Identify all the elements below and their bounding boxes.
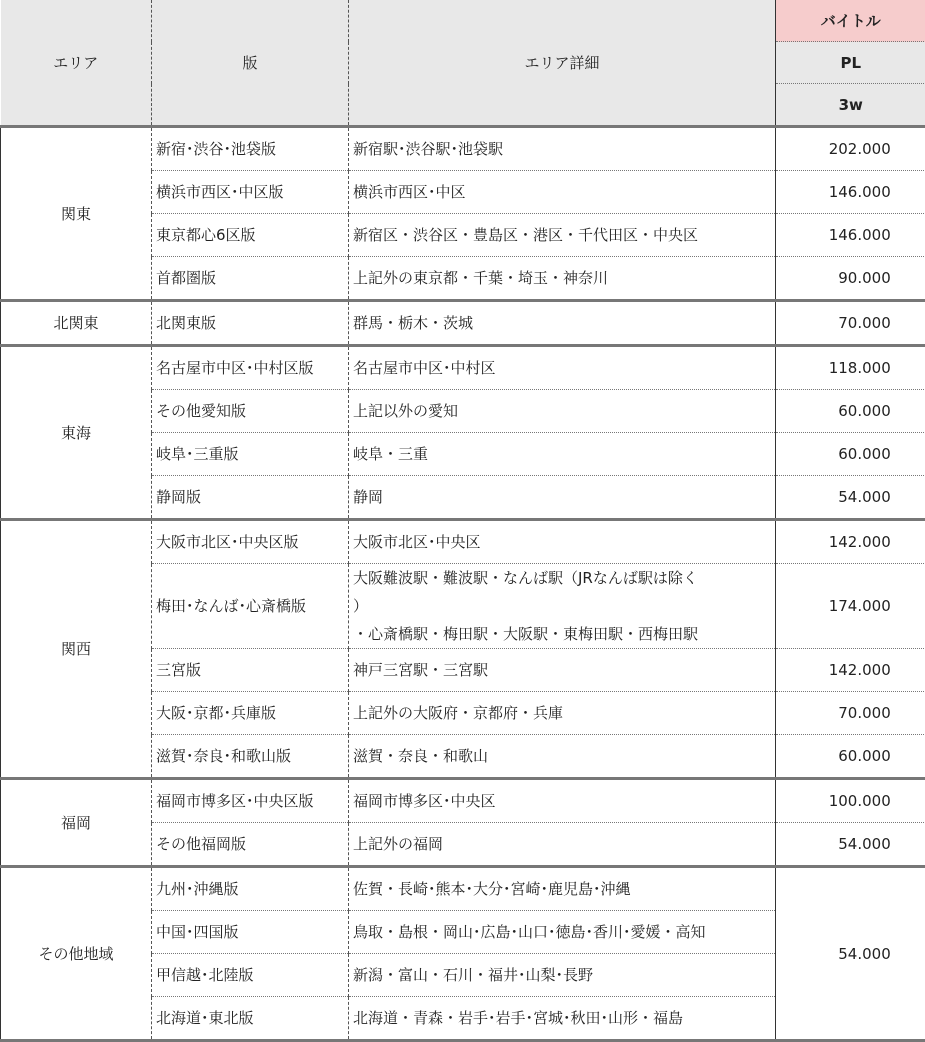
detail-cell: 大阪市北区･中央区 bbox=[349, 520, 776, 564]
area-cell: 北関東 bbox=[1, 301, 152, 346]
price-value: 70.000 bbox=[811, 704, 891, 722]
edition-cell: 名古屋市中区･中村区版 bbox=[152, 346, 349, 390]
price-value: 60.000 bbox=[811, 445, 891, 463]
price-cell bbox=[776, 867, 925, 1041]
edition-cell: その他福岡版 bbox=[152, 823, 349, 867]
edition-cell: 岐阜･三重版 bbox=[152, 433, 349, 476]
price-value: 70.000 bbox=[811, 314, 891, 332]
detail-cell: 岐阜・三重 bbox=[349, 433, 776, 476]
detail-cell: 神戸三宮駅・三宮駅 bbox=[349, 649, 776, 692]
price-cell bbox=[776, 171, 925, 214]
detail-line: ・心斎橋駅・梅田駅・大阪駅・東梅田駅・西梅田駅 bbox=[353, 620, 775, 648]
price-value: 142.000 bbox=[811, 533, 891, 551]
price-cell bbox=[776, 564, 925, 649]
price-value: 118.000 bbox=[811, 359, 891, 377]
detail-cell: 佐賀・長崎･熊本･大分･宮崎･鹿児島･沖縄 bbox=[349, 867, 776, 911]
edition-cell: 九州･沖縄版 bbox=[152, 867, 349, 911]
price-value: 54.000 bbox=[811, 945, 891, 963]
detail-cell: 新宿駅･渋谷駅･池袋駅 bbox=[349, 127, 776, 171]
detail-cell: 静岡 bbox=[349, 476, 776, 520]
price-value: 142.000 bbox=[811, 661, 891, 679]
detail-cell: 北海道・青森・岩手･岩手･宮城･秋田･山形・福島 bbox=[349, 997, 776, 1041]
detail-cell: 上記外の大阪府・京都府・兵庫 bbox=[349, 692, 776, 735]
header-period: 3w bbox=[776, 84, 925, 127]
price-value: 146.000 bbox=[811, 183, 891, 201]
header-media: バイトル bbox=[776, 0, 925, 42]
price-value: 146.000 bbox=[811, 226, 891, 244]
price-cell bbox=[776, 301, 925, 346]
edition-cell: 滋賀･奈良･和歌山版 bbox=[152, 735, 349, 779]
edition-cell: 新宿･渋谷･池袋版 bbox=[152, 127, 349, 171]
edition-cell: 北海道･東北版 bbox=[152, 997, 349, 1041]
detail-cell: 福岡市博多区･中央区 bbox=[349, 779, 776, 823]
price-cell bbox=[776, 779, 925, 823]
edition-cell: 静岡版 bbox=[152, 476, 349, 520]
detail-cell: 上記以外の愛知 bbox=[349, 390, 776, 433]
price-cell bbox=[776, 520, 925, 564]
price-cell bbox=[776, 214, 925, 257]
price-cell bbox=[776, 823, 925, 867]
price-value: 202.000 bbox=[811, 140, 891, 158]
detail-cell: 上記外の東京都・千葉・埼玉・神奈川 bbox=[349, 257, 776, 301]
price-cell bbox=[776, 476, 925, 520]
edition-cell: 中国･四国版 bbox=[152, 911, 349, 954]
detail-cell: 名古屋市中区･中村区 bbox=[349, 346, 776, 390]
edition-cell: 北関東版 bbox=[152, 301, 349, 346]
price-value: 90.000 bbox=[811, 269, 891, 287]
price-value: 60.000 bbox=[811, 747, 891, 765]
price-value: 54.000 bbox=[811, 488, 891, 506]
price-cell bbox=[776, 433, 925, 476]
detail-line: ） bbox=[353, 592, 775, 620]
detail-line: 大阪難波駅・難波駅・なんば駅（JRなんば駅は除く bbox=[353, 564, 775, 592]
edition-cell: その他愛知版 bbox=[152, 390, 349, 433]
edition-cell: 大阪市北区･中央区版 bbox=[152, 520, 349, 564]
price-value: 60.000 bbox=[811, 402, 891, 420]
edition-cell: 福岡市博多区･中央区版 bbox=[152, 779, 349, 823]
price-cell bbox=[776, 735, 925, 779]
header-area: エリア bbox=[1, 0, 152, 127]
price-cell bbox=[776, 390, 925, 433]
area-cell: 福岡 bbox=[1, 779, 152, 867]
edition-cell: 三宮版 bbox=[152, 649, 349, 692]
detail-cell: 滋賀・奈良・和歌山 bbox=[349, 735, 776, 779]
edition-cell: 横浜市西区･中区版 bbox=[152, 171, 349, 214]
price-cell bbox=[776, 346, 925, 390]
edition-cell: 梅田･なんば･心斎橋版 bbox=[152, 564, 349, 649]
price-value: 100.000 bbox=[811, 792, 891, 810]
detail-cell: 群馬・栃木・茨城 bbox=[349, 301, 776, 346]
price-cell bbox=[776, 692, 925, 735]
area-cell: 東海 bbox=[1, 346, 152, 520]
detail-cell bbox=[349, 564, 776, 649]
price-cell bbox=[776, 649, 925, 692]
area-cell: その他地域 bbox=[1, 867, 152, 1041]
detail-cell: 新宿区・渋谷区・豊島区・港区・千代田区・中央区 bbox=[349, 214, 776, 257]
edition-cell: 東京都心6区版 bbox=[152, 214, 349, 257]
detail-cell: 上記外の福岡 bbox=[349, 823, 776, 867]
header-detail: エリア詳細 bbox=[349, 0, 776, 127]
detail-cell: 新潟・富山・石川・福井･山梨･長野 bbox=[349, 954, 776, 997]
price-cell bbox=[776, 257, 925, 301]
header-edition: 版 bbox=[152, 0, 349, 127]
price-value: 54.000 bbox=[811, 835, 891, 853]
header-plan: PL bbox=[776, 42, 925, 84]
price-value: 174.000 bbox=[811, 597, 891, 615]
edition-cell: 大阪･京都･兵庫版 bbox=[152, 692, 349, 735]
edition-cell: 首都圏版 bbox=[152, 257, 349, 301]
price-cell bbox=[776, 127, 925, 171]
detail-cell: 鳥取・島根・岡山･広島･山口･徳島･香川･愛媛・高知 bbox=[349, 911, 776, 954]
area-cell: 関東 bbox=[1, 127, 152, 301]
edition-cell: 甲信越･北陸版 bbox=[152, 954, 349, 997]
detail-cell: 横浜市西区･中区 bbox=[349, 171, 776, 214]
area-cell: 関西 bbox=[1, 520, 152, 779]
